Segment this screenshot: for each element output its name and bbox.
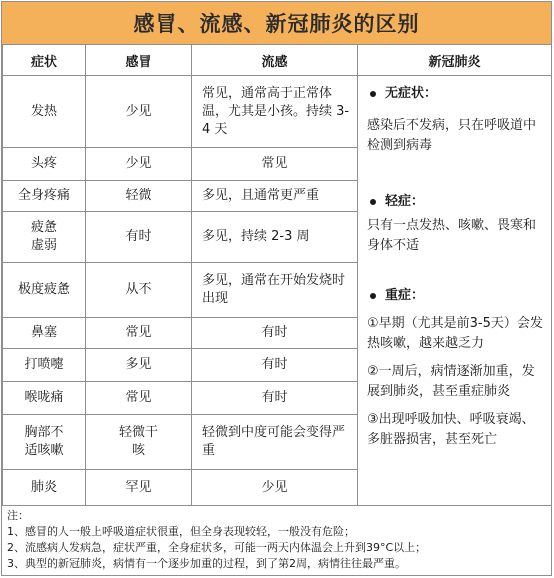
notes-section [2, 504, 551, 575]
symptom-cell: 头疼 [3, 148, 86, 181]
severe-stage-2: ②一周后，病情逐渐加重，发展到肺炎，甚至重症肺炎 [367, 364, 535, 399]
cold-cell: 轻微干咳 [86, 415, 192, 470]
cold-cell: 从不 [86, 263, 192, 318]
flu-cell: 多见，持续 2-3 周 [192, 212, 358, 263]
mild-text: 只有一点发热、咳嗽、畏寒和身体不适 [367, 218, 537, 253]
severe-stage-1: ①早期（尤其是前3-5天）会发热咳嗽，越来越乏力 [367, 316, 543, 351]
notes-label: 注： [7, 509, 29, 522]
covid-severe [367, 286, 543, 450]
header-flu: 流感 [192, 45, 358, 76]
symptom-cell: 全身疼痛 [3, 181, 86, 212]
page-title: 感冒、流感、新冠肺炎的区别 [133, 12, 420, 36]
symptom-cell: 鼻塞 [3, 318, 86, 349]
flu-cell: 有时 [192, 318, 358, 349]
symptom-cell: 疲惫虚弱 [3, 212, 86, 263]
asymptomatic-title: 无症状： [385, 86, 438, 101]
note-item: 3、典型的新冠肺炎，病情有一个逐步加重的过程，到了第2周，病情往往最严重。 [7, 557, 406, 570]
symptom-cell: 发热 [3, 76, 86, 148]
flu-cell: 有时 [192, 349, 358, 382]
note-item: 1、感冒的人一般上呼吸道症状很重，但全身表现较轻，一般没有危险； [7, 525, 355, 538]
symptom-table [2, 44, 552, 506]
severe-stage-3: ③出现呼吸加快、呼吸衰竭、多脏器损害，甚至死亡 [367, 412, 535, 447]
cold-cell: 少见 [86, 76, 192, 148]
symptom-cell: 喉咙痛 [3, 382, 86, 415]
covid-asymptomatic [367, 84, 543, 156]
symptom-cell: 极度疲惫 [3, 263, 86, 318]
severe-title: 重症： [385, 288, 425, 303]
covid-mild [367, 192, 543, 256]
symptom-cell: 胸部不适咳嗽 [3, 415, 86, 470]
cold-cell: 常见 [86, 382, 192, 415]
cold-cell: 常见 [86, 318, 192, 349]
bullet-icon [370, 293, 376, 299]
cold-cell: 罕见 [86, 470, 192, 506]
symptom-cell: 肺炎 [3, 470, 86, 506]
flu-cell: 常见 [192, 148, 358, 181]
flu-cell: 少见 [192, 470, 358, 506]
bullet-icon [370, 91, 376, 97]
table-header-row [3, 45, 552, 76]
header-symptom: 症状 [3, 45, 86, 76]
cold-cell: 有时 [86, 212, 192, 263]
table-row [3, 76, 552, 148]
flu-cell: 多见，且通常更严重 [192, 181, 358, 212]
cold-cell: 多见 [86, 349, 192, 382]
symptom-cell: 打喷嚏 [3, 349, 86, 382]
flu-cell: 轻微到中度可能会变得严重 [192, 415, 358, 470]
covid-cell [358, 76, 552, 506]
title-bar [2, 2, 551, 44]
comparison-card [1, 1, 552, 576]
mild-title: 轻症： [385, 194, 425, 209]
flu-cell: 常见，通常高于正常体温，尤其是小孩。持续 3-4 天 [192, 76, 358, 148]
note-item: 2、流感病人发病急，症状严重，全身症状多，可能一两天内体温会上升到39°C以上； [7, 541, 427, 554]
flu-cell: 多见，通常在开始发烧时出现 [192, 263, 358, 318]
asymptomatic-text: 感染后不发病，只在呼吸道中检测到病毒 [367, 118, 537, 153]
flu-cell: 有时 [192, 382, 358, 415]
header-cold: 感冒 [86, 45, 192, 76]
bullet-icon [370, 199, 376, 205]
cold-cell: 轻微 [86, 181, 192, 212]
cold-cell: 少见 [86, 148, 192, 181]
header-covid: 新冠肺炎 [358, 45, 552, 76]
